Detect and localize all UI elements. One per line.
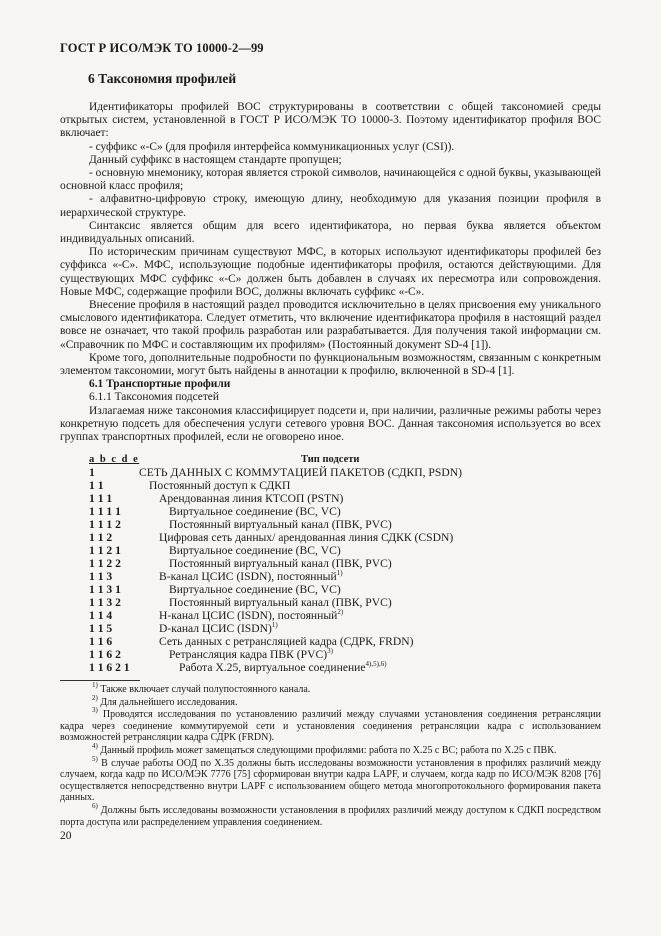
paragraph: Синтаксис является общим для всего идентификатора, но первая буква является объектом индивидуальных описаний.: [60, 219, 601, 246]
table-row: [89, 609, 569, 622]
row-text: [139, 466, 462, 479]
row-code: 1 1: [89, 479, 104, 492]
table-row: [89, 622, 569, 635]
footnote-mark: 3): [92, 706, 98, 715]
row-code: 1 1 1 2: [89, 518, 121, 531]
table-row: [89, 492, 569, 505]
table-row: [89, 531, 569, 544]
footnote-text: Для дальнейшего исследования.: [100, 696, 238, 708]
row-label: Работа X.25, виртуальное соединение: [179, 661, 366, 674]
row-text: [159, 492, 343, 505]
row-label: Ретрансляция кадра ПВК (PVC): [169, 648, 328, 661]
row-text: [159, 570, 343, 583]
row-code: 1 1 6 2 1: [89, 661, 130, 674]
document-header: ГОСТ Р ИСО/МЭК ТО 10000-2—99: [60, 41, 264, 55]
body-text: [60, 101, 601, 444]
row-label: Постоянный виртуальный канал (ПВК, PVC): [169, 557, 392, 570]
table-row: [89, 648, 569, 661]
row-label: D-канал ЦСИС (ISDN): [159, 622, 272, 635]
table-row: [89, 557, 569, 570]
footnote-text: Должны быть исследованы возможности установления в профилях различий между доступом к СДКП посредством порта доступа или распределением управления соединением.: [60, 804, 601, 828]
table-row: [89, 661, 569, 674]
row-label: Виртуальное соединение (ВС, VC): [169, 583, 341, 596]
table-row: [89, 596, 569, 609]
row-code: 1 1 5: [89, 622, 113, 635]
row-text: [169, 505, 341, 518]
table-row: [89, 570, 569, 583]
row-code: 1 1 2 1: [89, 544, 121, 557]
footnote-ref: 4),5),6): [365, 660, 387, 668]
paragraph: - основную мнемонику, которая является строкой символов, начинающейся с одной буквы, указывающей основной класс профиля;: [60, 167, 601, 193]
table-row: [89, 518, 569, 531]
paragraph: - суффикс «-С» (для профиля интерфейса коммуникационных услуг (CSI)).: [89, 140, 455, 153]
paragraph: Внесение профиля в настоящий раздел проводится исключительно в целях присвоения ему уникального смыслового идентификатора. Следует отметить, что включение идентификатора профиля в настоящий раздел вовсе не означает, что такой профиль разработан или разрабатывается. Для получения такой информации см. «Справочник по МФС и составляющим их профилям» (Постоянный документ SD-4 [1]).: [60, 299, 601, 351]
footnote: [60, 706, 602, 744]
row-text: [169, 518, 392, 531]
row-text: [179, 661, 387, 674]
footnote-text: В случае работы ООД по X.35 должны быть исследованы возможности установления в профилях различий между случаем, когда кадр по ИСО/МЭК 7776 [75] сформирован внутри кадра LAPF, и случаем, когда кадр по ИСО/МЭК 8208 [76] осуществляется непосредственно внутри LAPF с использованием общего метода многопротокольного формирования пакета данных.: [60, 757, 602, 804]
footnote: [60, 681, 601, 696]
column-header-code: a b c d e: [89, 454, 140, 465]
row-code: 1 1 6 2: [89, 648, 121, 661]
footnote-divider: [60, 680, 140, 681]
footnote-mark: 1): [92, 681, 98, 689]
section-title: 6 Таксономия профилей: [88, 71, 237, 86]
row-code: 1 1 1: [89, 492, 113, 505]
row-label: Виртуальное соединение (ВС, VC): [169, 505, 341, 518]
footnote: [60, 754, 602, 804]
footnotes: [60, 681, 602, 829]
row-label: Арендованная линия КТСОП (PSTN): [159, 492, 344, 505]
paragraph: - алфавитно-цифровую строку, имеющую длину, необходимую для указания позиции профиля в иерархической структуре.: [60, 193, 601, 219]
row-text: [149, 479, 290, 492]
footnote-text: Также включает случай полупостоянного канала.: [100, 684, 311, 695]
row-label: Постоянный виртуальный канал (ПВК, PVC): [169, 596, 392, 609]
table-body: [89, 466, 569, 674]
row-label: СЕТЬ ДАННЫХ С КОММУТАЦИЕЙ ПАКЕТОВ (СДКП, PSDN): [139, 466, 462, 479]
footnote-ref: 2): [337, 608, 344, 616]
row-text: [159, 609, 343, 622]
row-code: 1 1 4: [89, 609, 113, 622]
row-text: [169, 583, 341, 596]
row-code: 1: [89, 466, 95, 479]
subsection-title: 6.1 Транспортные профили: [89, 378, 231, 391]
paragraph: Данный суффикс в настоящем стандарте пропущен;: [89, 153, 342, 166]
row-label: Сеть данных с ретрансляцией кадра (СДРК, FRDN): [159, 635, 414, 648]
row-code: 1 1 3 2: [89, 596, 121, 609]
table-row: [89, 544, 569, 557]
row-label: Виртуальное соединение (ВС, VC): [169, 544, 341, 557]
table-row: [89, 479, 569, 492]
footnote-text: Данный профиль может замещаться следующими профилями: работа по X.25 с ВС; работа по X.25 с ПВК.: [100, 744, 557, 756]
column-header-title: Тип подсети: [301, 454, 360, 465]
row-code: 1 1 2 2: [89, 557, 121, 570]
footnote-text: Проводятся исследования по установлению различий между случаями установления соединения ретрансляции кадра через соединение коммутируемой сети и установления соединения ретрансляции кадра с использованием возможностей ретрансляции кадра СДРК (FRDN).: [60, 709, 602, 744]
table-header: [89, 453, 569, 466]
row-label: В-канал ЦСИС (ISDN), постоянный: [159, 570, 337, 583]
row-code: 1 1 2: [89, 531, 113, 544]
page-number: 20: [60, 830, 72, 842]
row-text: [159, 531, 453, 544]
footnote-ref: 1): [336, 569, 343, 577]
row-label: Цифровая сеть данных/ арендованная линия СДКК (CSDN): [159, 531, 454, 544]
footnote-mark: 6): [92, 801, 98, 810]
row-text: [169, 596, 392, 609]
row-label: Постоянный доступ к СДКП: [149, 479, 291, 492]
footnote: [60, 693, 601, 709]
row-code: 1 1 1 1: [89, 505, 121, 518]
table-row: [89, 466, 569, 479]
subnet-taxonomy-table: [89, 453, 569, 674]
footnote: [60, 801, 601, 828]
row-label: Н-канал ЦСИС (ISDN), постоянный: [159, 609, 338, 622]
paragraph: По историческим причинам существуют МФС, в которых используют идентификаторы профилей без суффикса «-С». МФС, использующие подобные идентификаторы профиля, остаются действующими. Для существующих МФС суффикс «-С» должен быть добавлен в случаях их пересмотра или сопровождения. Новые МФС, содержащие профили ВОС, должны включать суффикс «-С».: [60, 246, 601, 298]
table-row: [89, 505, 569, 518]
paragraph: Излагаемая ниже таксономия классифицирует подсети и, при наличии, различные режимы работы через конкретную подсеть для обеспечения услуги сетевого уровня ВОС. Данная таксономия используется во всех группах транспортных профилей, если не оговорено иное.: [60, 404, 601, 444]
subsubsection-title: 6.1.1 Таксономия подсетей: [89, 391, 219, 404]
footnote-ref: 3): [327, 647, 333, 655]
row-text: [159, 635, 414, 648]
row-text: [159, 622, 278, 635]
footnote-mark: 4): [92, 741, 98, 750]
row-code: 1 1 3 1: [89, 583, 121, 596]
row-text: [169, 557, 392, 570]
footnote-mark: 5): [92, 754, 98, 763]
footnote-ref: 1): [271, 621, 278, 629]
row-text: [169, 544, 341, 557]
paragraph: Идентификаторы профилей ВОС структурированы в соответствии с общей таксономией среды открытых систем, установленной в ГОСТ Р ИСО/МЭК ТО 10000-3. Поэтому идентификатор профиля ВОС включает:: [60, 101, 601, 140]
table-row: [89, 583, 569, 596]
row-text: [169, 648, 333, 661]
paragraph: Кроме того, дополнительные подробности по функциональным возможностям, связанным с конкретным элементом таксономии, могут быть найдены в аннотации к профилю, включенной в SD-4 [1].: [60, 351, 601, 378]
row-label: Постоянный виртуальный канал (ПВК, PVC): [169, 518, 392, 531]
row-code: 1 1 6: [89, 635, 113, 648]
footnote-mark: 2): [92, 693, 98, 702]
footnote: [60, 741, 601, 757]
row-code: 1 1 3: [89, 570, 113, 583]
